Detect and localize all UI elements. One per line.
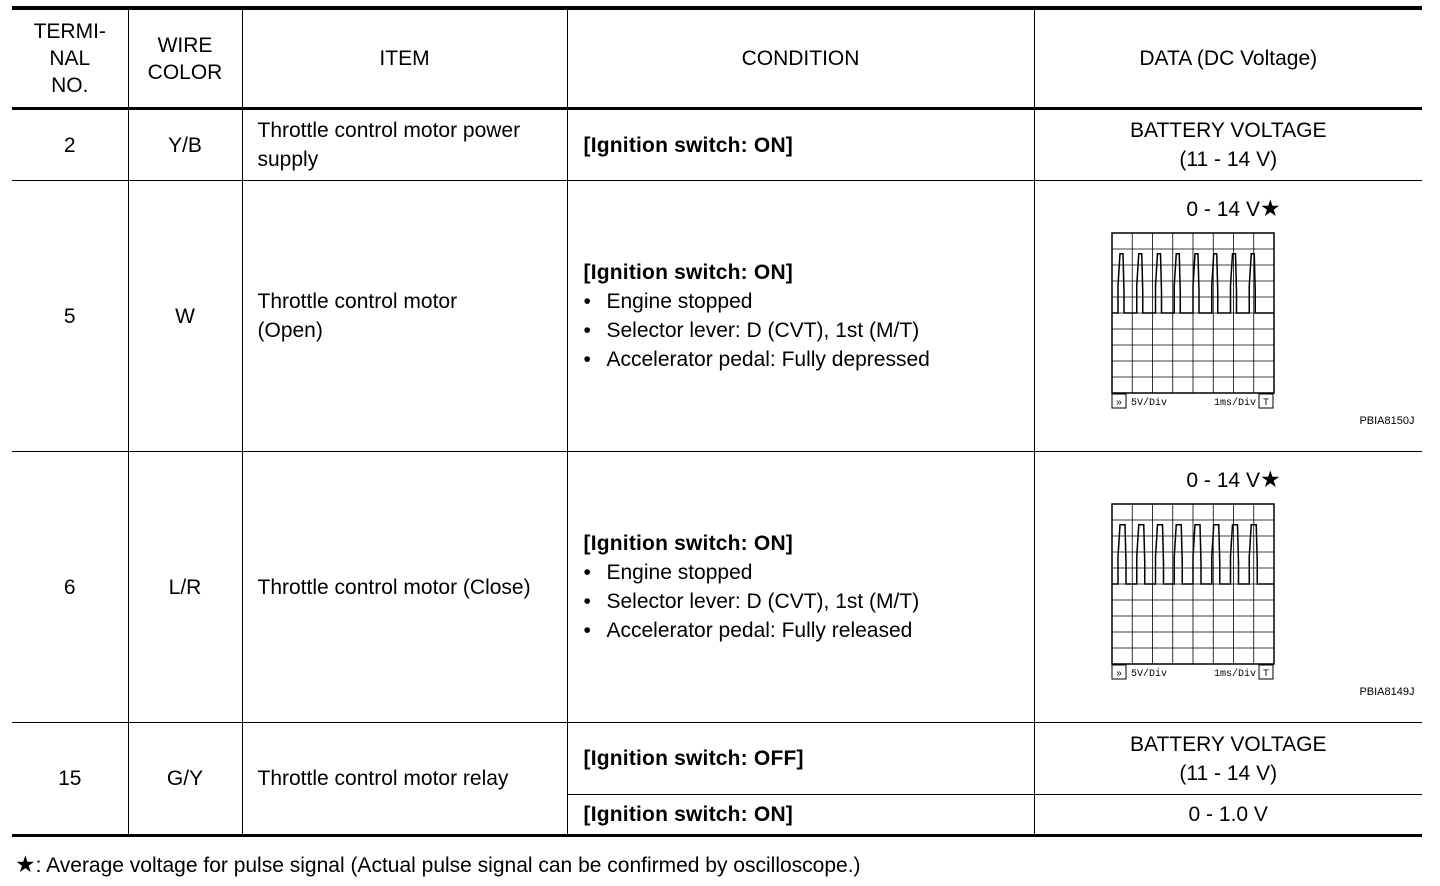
header-wire-color: WIRE COLOR: [128, 8, 242, 109]
image-code: PBIA8150J: [1359, 415, 1415, 427]
scope-time-div: 1ms/Div: [1213, 398, 1256, 409]
image-code: PBIA8149J: [1359, 686, 1415, 698]
header-item: ITEM: [242, 8, 567, 109]
wire-color: Y/B: [128, 109, 242, 181]
data-cell: [1034, 723, 1422, 795]
condition-bullet: • Selector lever: D (CVT), 1st (M/T): [584, 316, 1034, 345]
trigger-label: T: [1262, 669, 1269, 680]
fast-forward-icon: »: [1115, 398, 1122, 409]
condition-cell: [567, 181, 1034, 452]
header-terminal-no: TERMI- NAL NO.: [12, 8, 128, 109]
condition-list: [584, 287, 1034, 374]
item-line: (Open): [257, 319, 323, 342]
data-cell: 0 - 1.0 V: [1034, 795, 1422, 836]
data-line: (11 - 14 V): [1179, 761, 1278, 785]
star-icon: ★: [15, 851, 36, 877]
table-row: [12, 452, 1422, 723]
terminal-no: 15: [12, 723, 128, 836]
oscilloscope-chart: [1111, 232, 1275, 410]
star-icon: ★: [1259, 195, 1281, 221]
waveform-figure: [1035, 457, 1433, 717]
condition-title: [Ignition switch: ON]: [583, 261, 794, 284]
table-row: [12, 109, 1422, 181]
header-row: [12, 8, 1422, 109]
terminal-no: 5: [12, 181, 128, 452]
scope-volt-div: 5V/Div: [1130, 398, 1167, 409]
condition-bullet: • Engine stopped: [584, 558, 1034, 587]
condition-list: [584, 558, 1034, 645]
data-line: BATTERY VOLTAGE: [1130, 119, 1327, 142]
terminal-spec-table: [12, 6, 1422, 837]
item-text: [242, 181, 567, 452]
trigger-label: T: [1262, 398, 1269, 409]
star-icon: ★: [1259, 466, 1281, 492]
table-row: [12, 181, 1422, 452]
waveform-figure: [1035, 186, 1433, 446]
wire-color: W: [128, 181, 242, 452]
condition-bullet: • Selector lever: D (CVT), 1st (M/T): [584, 587, 1034, 616]
data-cell: [1034, 109, 1422, 181]
fast-forward-icon: »: [1115, 669, 1122, 680]
scope-footer: [1112, 394, 1273, 409]
data-value: 0 - 14 V★: [1186, 466, 1281, 492]
condition-title: [Ignition switch: ON]: [567, 109, 1034, 181]
terminal-no: 2: [63, 133, 76, 157]
condition-bullet: • Engine stopped: [584, 287, 1034, 316]
scope-time-div: 1ms/Div: [1213, 669, 1256, 680]
condition-title: [Ignition switch: OFF]: [567, 723, 1034, 795]
footnote: [15, 850, 861, 880]
condition-bullet: • Accelerator pedal: Fully depressed: [584, 345, 1034, 374]
condition-bullet: • Accelerator pedal: Fully released: [584, 616, 1034, 645]
condition-title: [Ignition switch: ON]: [583, 532, 794, 555]
footnote-text: : Average voltage for pulse signal (Actual pulse signal can be confirmed by oscilloscope.): [35, 854, 861, 877]
condition-cell: [567, 452, 1034, 723]
header-data: DATA (DC Voltage): [1034, 8, 1422, 109]
item-text: Throttle control motor relay: [242, 723, 567, 836]
condition-title: [Ignition switch: ON]: [567, 795, 1034, 836]
item-line: Throttle control motor: [257, 290, 458, 313]
wire-color: G/Y: [128, 723, 242, 836]
item-text: Throttle control motor (Close): [242, 452, 567, 723]
table-row: [12, 723, 1422, 795]
wire-color: L/R: [128, 452, 242, 723]
data-cell: [1034, 452, 1422, 723]
scope-footer: [1112, 665, 1273, 680]
data-line: BATTERY VOLTAGE: [1130, 732, 1327, 756]
item-text: Throttle control motor power supply: [242, 109, 567, 181]
scope-volt-div: 5V/Div: [1130, 669, 1167, 680]
oscilloscope-chart: [1111, 503, 1275, 681]
header-condition: CONDITION: [567, 8, 1034, 109]
data-cell: [1034, 181, 1422, 452]
data-line: (11 - 14 V): [1179, 148, 1278, 171]
terminal-no: 6: [12, 452, 128, 723]
data-value: 0 - 14 V★: [1186, 195, 1281, 221]
